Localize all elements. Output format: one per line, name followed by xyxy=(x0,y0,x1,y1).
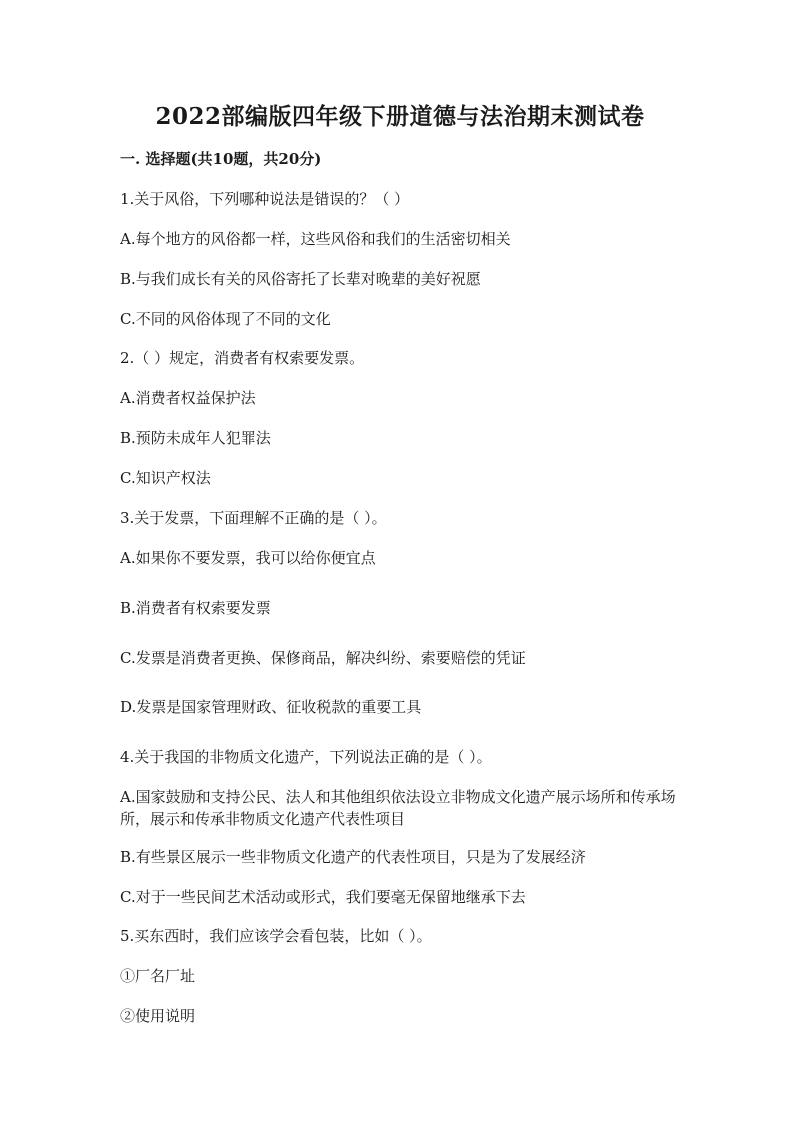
question-3-option-d: D.发票是国家管理财政、征收税款的重要工具 xyxy=(120,698,422,716)
question-1: 1.关于风俗，下列哪种说法是错误的？（ ） xyxy=(120,190,410,208)
question-2-option-a: A.消费者权益保护法 xyxy=(120,389,256,407)
question-3-option-a: A.如果你不要发票，我可以给你便宜点 xyxy=(120,549,376,567)
section-heading: 一. 选择题(共10题，共20分) xyxy=(120,150,322,168)
question-1-option-a: A.每个地方的风俗都一样，这些风俗和我们的生活密切相关 xyxy=(120,230,511,248)
question-2-option-c: C.知识产权法 xyxy=(120,469,211,487)
page-title: 2022部编版四年级下册道德与法治期末测试卷 xyxy=(155,103,645,130)
question-2: 2.（ ）规定，消费者有权索要发票。 xyxy=(120,349,365,367)
question-4-option-b: B.有些景区展示一些非物质文化遗产的代表性项目，只是为了发展经济 xyxy=(120,848,586,866)
question-1-option-b: B.与我们成长有关的风俗寄托了长辈对晚辈的美好祝愿 xyxy=(120,270,481,288)
question-1-option-c: C.不同的风俗体现了不同的文化 xyxy=(120,310,331,328)
question-3-option-b: B.消费者有权索要发票 xyxy=(120,599,271,617)
question-4: 4.关于我国的非物质文化遗产，下列说法正确的是（ ）。 xyxy=(120,748,492,766)
question-5: 5.买东西时，我们应该学会看包装，比如（ ）。 xyxy=(120,927,432,945)
question-2-option-b: B.预防未成年人犯罪法 xyxy=(120,429,271,447)
question-3-option-c: C.发票是消费者更换、保修商品，解决纠纷、索要赔偿的凭证 xyxy=(120,649,526,667)
question-4-option-c: C.对于一些民间艺术活动或形式，我们要毫无保留地继承下去 xyxy=(120,888,526,906)
question-4-option-a: A.国家鼓励和支持公民、法人和其他组织依法设立非物成文化遗产展示场所和传承场所，展示和传承非物质文化遗产代表性项目 xyxy=(120,788,676,828)
question-5-item-1: ①厂名厂址 xyxy=(120,967,196,985)
question-5-item-2: ②使用说明 xyxy=(120,1007,196,1025)
question-3: 3.关于发票，下面理解不正确的是（ ）。 xyxy=(120,509,387,527)
